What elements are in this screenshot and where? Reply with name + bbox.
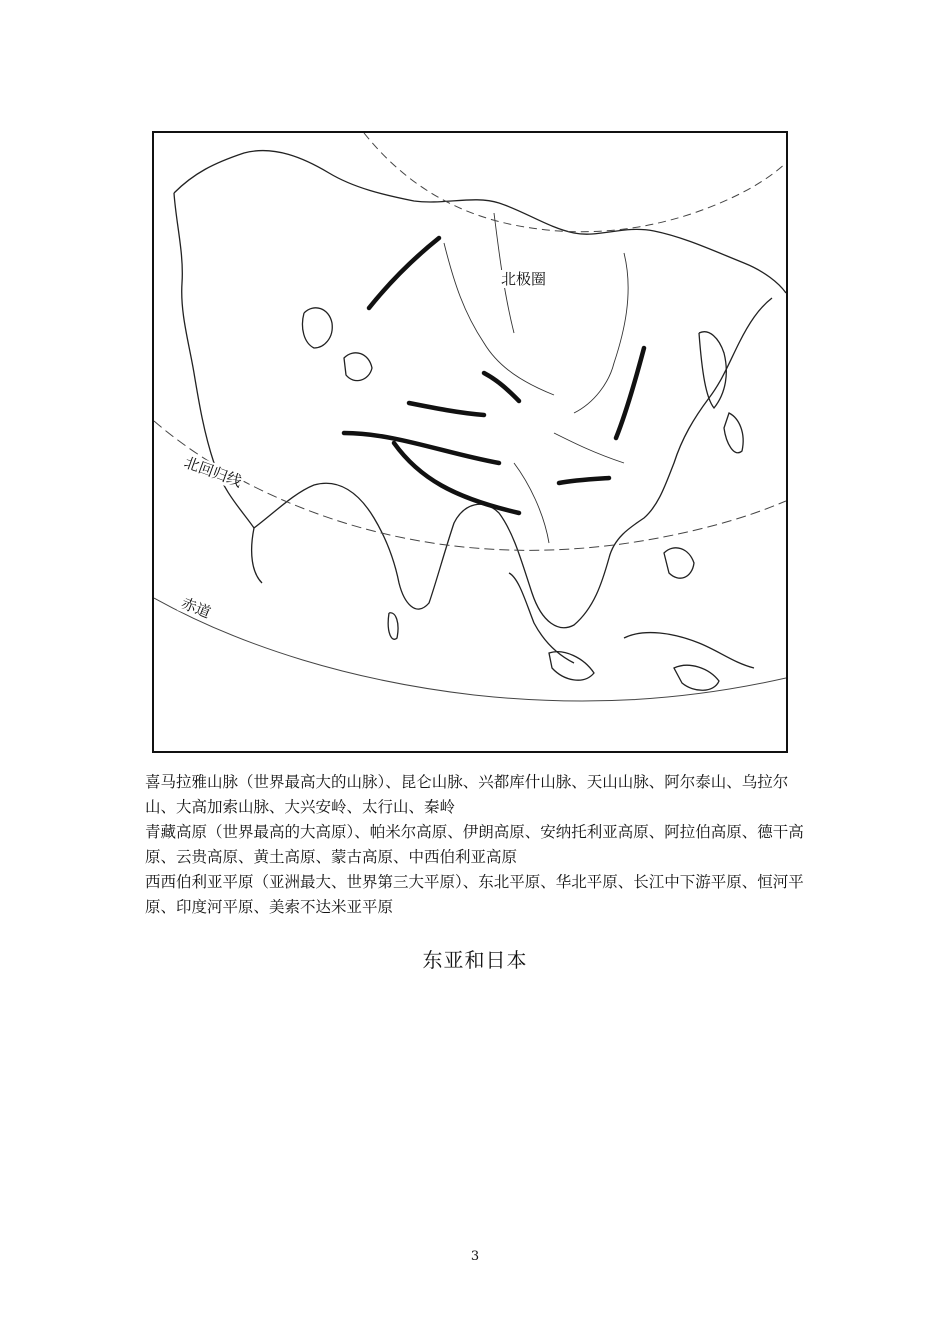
arctic-circle-line	[364, 133, 786, 232]
asia-outline-map	[152, 131, 788, 753]
map-drawing	[154, 133, 786, 751]
plateaus-paragraph: 青藏高原（世界最高的大高原）、帕米尔高原、伊朗高原、安纳托利亚高原、阿拉伯高原、德干高原、云贵高原、黄土高原、蒙古高原、中西伯利亚高原	[145, 823, 804, 866]
arctic-circle-label: 北极圈	[501, 270, 547, 288]
altai-mountains	[484, 373, 519, 401]
mountain-ranges	[344, 238, 644, 513]
landform-text-block	[145, 770, 810, 920]
coastlines	[174, 151, 786, 691]
rivers	[444, 213, 628, 543]
ural-mountains	[369, 238, 439, 308]
section-title: 东亚和日本	[422, 948, 528, 972]
kunlun-mountains	[344, 433, 499, 463]
plains-paragraph: 西西伯利亚平原（亚洲最大、世界第三大平原）、东北平原、华北平原、长江中下游平原、恒河平原、印度河平原、美索不达米亚平原	[145, 873, 804, 916]
mountains-paragraph: 喜马拉雅山脉（世界最高大的山脉）、昆仑山脉、兴都库什山脉、天山山脉、阿尔泰山、乌拉尔山、大高加索山脉、大兴安岭、太行山、秦岭	[145, 773, 789, 816]
equator-label: 赤道	[178, 594, 214, 622]
tropic-of-cancer-label: 北回归线	[181, 453, 245, 491]
tropic-of-cancer-line	[154, 421, 786, 550]
equator-line	[154, 598, 786, 701]
qinling-mountains	[559, 478, 609, 483]
page-number: 3	[470, 1249, 480, 1264]
greater-khingan-mountains	[616, 348, 644, 438]
tian-shan-mountains	[409, 403, 484, 415]
